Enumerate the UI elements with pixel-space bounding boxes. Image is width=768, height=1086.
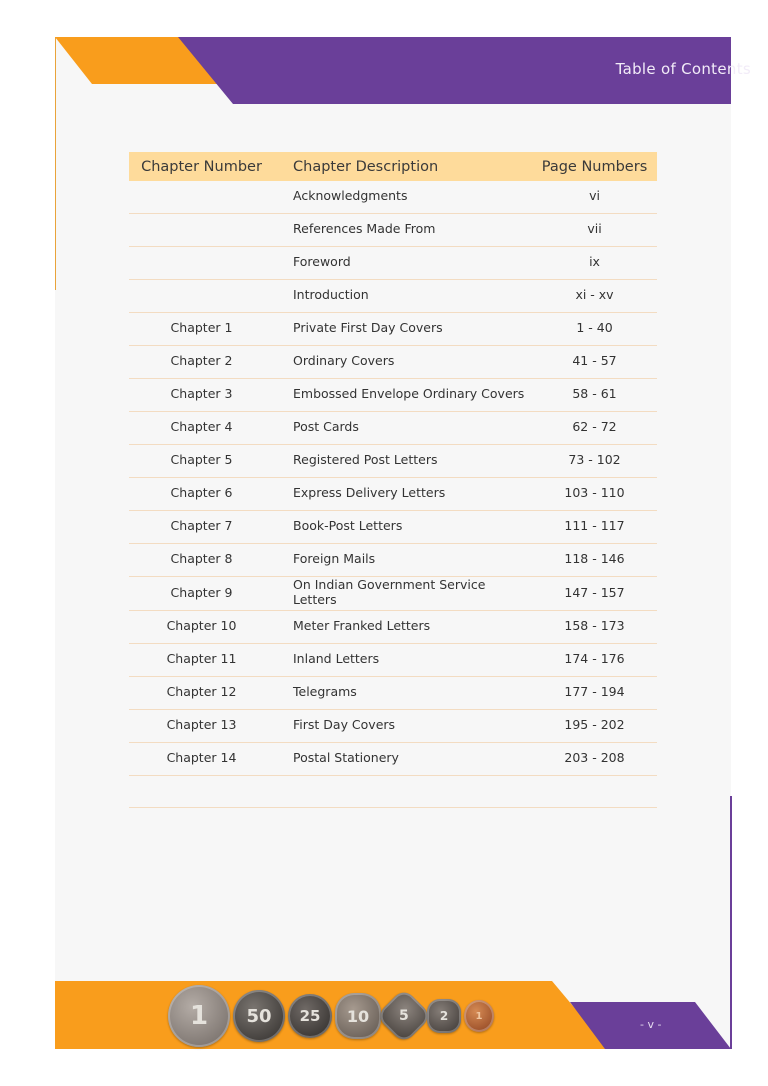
chapter-description-cell: Postal Stationery: [274, 743, 532, 776]
chapter-description-cell: Registered Post Letters: [274, 445, 532, 478]
chapter-description-cell: Book-Post Letters: [274, 511, 532, 544]
table-row: [129, 611, 657, 644]
page-numbers-cell: 103 - 110: [532, 478, 657, 511]
chapter-number-cell: Chapter 2: [129, 346, 274, 379]
chapter-number-cell: [129, 247, 274, 280]
coin-50-paise: 50: [233, 990, 285, 1042]
page-numbers-cell: 62 - 72: [532, 412, 657, 445]
page-numbers-cell: 118 - 146: [532, 544, 657, 577]
chapter-number-cell: Chapter 11: [129, 644, 274, 677]
chapter-number-cell: Chapter 9: [129, 577, 274, 611]
chapter-number-cell: Chapter 8: [129, 544, 274, 577]
chapter-number-cell: [129, 280, 274, 313]
page-numbers-cell: ix: [532, 247, 657, 280]
chapter-number-cell: Chapter 1: [129, 313, 274, 346]
chapter-description-cell: On Indian Government Service Letters: [274, 577, 532, 611]
chapter-number-cell: Chapter 12: [129, 677, 274, 710]
table-row: [129, 743, 657, 776]
chapter-description-cell: Private First Day Covers: [274, 313, 532, 346]
column-header-chapter-number: Chapter Number: [129, 152, 274, 181]
chapter-number-cell: Chapter 7: [129, 511, 274, 544]
page-numbers-cell: 195 - 202: [532, 710, 657, 743]
chapter-number-cell: [129, 214, 274, 247]
chapter-description-cell: Ordinary Covers: [274, 346, 532, 379]
page-numbers-cell: 111 - 117: [532, 511, 657, 544]
coin-10-paise: 10: [335, 993, 381, 1039]
chapter-description-cell: Inland Letters: [274, 644, 532, 677]
table-row: [129, 346, 657, 379]
chapter-description-cell: Embossed Envelope Ordinary Covers: [274, 379, 532, 412]
page-numbers-cell: 41 - 57: [532, 346, 657, 379]
column-header-page-numbers: Page Numbers: [532, 152, 657, 181]
column-header-chapter-description: Chapter Description: [274, 152, 532, 181]
coin-strip-image: [168, 985, 494, 1047]
table-row: [129, 478, 657, 511]
table-row: [129, 280, 657, 313]
page-number: - v -: [640, 1018, 662, 1031]
page-numbers-cell: vi: [532, 181, 657, 214]
table-of-contents: [129, 152, 657, 808]
chapter-description-cell: Post Cards: [274, 412, 532, 445]
table-row: [129, 577, 657, 611]
chapter-description-cell: Telegrams: [274, 677, 532, 710]
table-row: [129, 181, 657, 214]
page-numbers-cell: vii: [532, 214, 657, 247]
header-title: Table of Contents: [615, 60, 751, 78]
page-numbers-cell: xi - xv: [532, 280, 657, 313]
page-numbers-cell: 177 - 194: [532, 677, 657, 710]
table-row: [129, 677, 657, 710]
page-numbers-cell: 73 - 102: [532, 445, 657, 478]
coin-5-paise: 5: [376, 988, 433, 1045]
page-numbers-cell: 58 - 61: [532, 379, 657, 412]
chapter-description-cell: Acknowledgments: [274, 181, 532, 214]
chapter-description-cell: First Day Covers: [274, 710, 532, 743]
chapter-number-cell: Chapter 3: [129, 379, 274, 412]
empty-cell: [532, 776, 657, 808]
coin-2-paise: 2: [427, 999, 461, 1033]
chapter-number-cell: Chapter 4: [129, 412, 274, 445]
chapter-description-cell: Meter Franked Letters: [274, 611, 532, 644]
page-numbers-cell: 158 - 173: [532, 611, 657, 644]
empty-cell: [274, 776, 532, 808]
table-row: [129, 379, 657, 412]
chapter-number-cell: Chapter 5: [129, 445, 274, 478]
chapter-number-cell: [129, 181, 274, 214]
page-numbers-cell: 1 - 40: [532, 313, 657, 346]
empty-cell: [129, 776, 274, 808]
chapter-description-cell: Foreword: [274, 247, 532, 280]
table-row: [129, 445, 657, 478]
chapter-number-cell: Chapter 13: [129, 710, 274, 743]
table-row: [129, 544, 657, 577]
chapter-description-cell: Introduction: [274, 280, 532, 313]
table-row: [129, 511, 657, 544]
table-row: [129, 313, 657, 346]
coin-25-paise: 25: [288, 994, 332, 1038]
page-numbers-cell: 203 - 208: [532, 743, 657, 776]
chapter-description-cell: Foreign Mails: [274, 544, 532, 577]
table-row: [129, 214, 657, 247]
chapter-description-cell: References Made From: [274, 214, 532, 247]
table-row: [129, 644, 657, 677]
chapter-description-cell: Express Delivery Letters: [274, 478, 532, 511]
chapter-number-cell: Chapter 10: [129, 611, 274, 644]
chapter-number-cell: Chapter 14: [129, 743, 274, 776]
table-row: [129, 247, 657, 280]
table-row: [129, 710, 657, 743]
coin-1-rupee: 1: [168, 985, 230, 1047]
table-end-row: [129, 776, 657, 808]
table-row: [129, 412, 657, 445]
page-numbers-cell: 174 - 176: [532, 644, 657, 677]
coin-1-paisa: 1: [464, 1000, 494, 1032]
chapter-number-cell: Chapter 6: [129, 478, 274, 511]
page-numbers-cell: 147 - 157: [532, 577, 657, 611]
table-header-row: [129, 152, 657, 181]
